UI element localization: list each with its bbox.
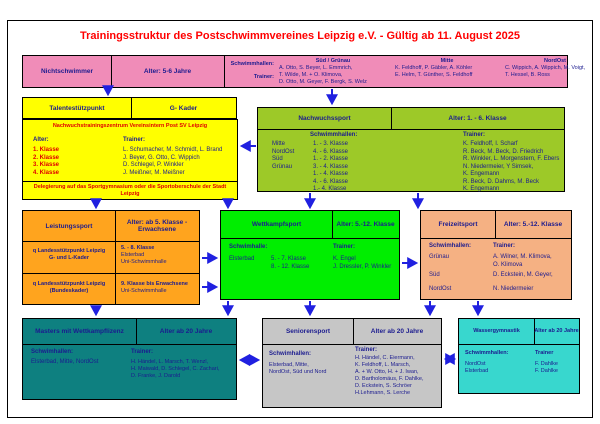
- trainer-line: A. Otto, S. Beyer, L. Emmrich,: [279, 65, 353, 71]
- klasse-label: 1. - 3. Klasse: [313, 141, 349, 147]
- stuetzpunkt-cell: [25, 281, 113, 295]
- halle-label: Grünau: [429, 254, 450, 260]
- divider: [421, 238, 571, 239]
- halle-label: NordOst: [272, 148, 295, 155]
- trainer-line: H. Händel, L. Marsch, T. Wenzl,: [131, 359, 209, 365]
- trainer-line: J. Meißner, M. Meißner: [123, 169, 185, 176]
- trainer-line: H. Maiwald, D. Schlegel, C. Zachari,: [131, 366, 220, 372]
- box-nachwuchstrainingszentrum: [22, 119, 238, 200]
- trainer-label: Trainer:: [493, 243, 516, 249]
- trainer-line: N. Niedermeier, Y Simsek,: [463, 163, 534, 170]
- stuetzpunkt-line: q Landesstützpunkt Leipzig: [32, 248, 106, 254]
- trainer-line: A. Wilner, M. Klimova,: [493, 254, 552, 260]
- halle-label: Süd: [429, 272, 440, 278]
- klasse-label: 3. - 4. Klasse: [313, 163, 349, 170]
- box-seniorensport: [262, 318, 442, 408]
- page-title: Trainingsstruktur des Postschwimmvereines Leipzig e.V. - Gültig ab 11. August 2025: [80, 30, 520, 42]
- box-title: Nachwuchssport: [298, 115, 351, 122]
- location-sued-gruenau: [279, 58, 387, 86]
- trainer-label: Trainer:: [253, 74, 274, 80]
- divider: [258, 129, 564, 130]
- halle-label: NordOst: [429, 286, 452, 292]
- halls-label: Schwimmhallen:: [310, 132, 358, 138]
- klasse-label: 1. - 2. Klasse: [313, 156, 349, 162]
- age-label: Alter:: [33, 137, 49, 143]
- divider: [221, 238, 399, 239]
- stuetzpunkt-detail: [121, 281, 199, 295]
- trainer-line: C. Wippich, A. Wippich, M. Voigt,: [505, 65, 586, 71]
- trainer-line: K. Feldhoff, L. Marsch,: [355, 362, 411, 368]
- trainer-column: [463, 141, 559, 194]
- trainer-line: K. Engemann: [463, 171, 500, 177]
- box-title: Wassergymnastik: [473, 328, 520, 334]
- klasse-column: [271, 256, 309, 271]
- box-title: Leistungssport: [45, 222, 93, 230]
- box-title: Freizeitsport: [438, 221, 478, 228]
- klasse-label: 2. Klasse: [33, 154, 60, 161]
- halls-label: Schwimmhallen:: [465, 350, 509, 356]
- box-title: Wettkampfsport: [251, 221, 302, 228]
- age-label: Alter: 5-6 Jahre: [143, 68, 192, 75]
- trainer-column: [333, 256, 391, 271]
- trainer-line: T. Hessel, B. Ross: [505, 72, 550, 78]
- box-talentstuetzpunkt: [22, 97, 237, 119]
- box-masters: [22, 318, 237, 400]
- trainer-label: Trainer: [535, 350, 554, 356]
- divider: [23, 344, 236, 345]
- halle-label: Süd: [272, 156, 283, 162]
- age-label: Alter ab 20 Jahre: [534, 328, 579, 334]
- halle-line: NordOst, Süd und Nord: [269, 369, 327, 375]
- trainer-label: Trainer:: [131, 349, 154, 355]
- halle-label: Elsterbad: [121, 252, 145, 258]
- trainer-line: D. Eckstein, S. Schröer: [355, 383, 412, 389]
- location-name: Süd / Grünau: [315, 58, 351, 64]
- trainer-column: [131, 359, 219, 380]
- klasse-label: 1. Klasse: [33, 147, 60, 153]
- trainer-line: N. Niedermeier: [493, 286, 534, 292]
- klasse-label: 3. Klasse: [33, 162, 60, 168]
- halle-label: Elsterbad, Mitte, NordOst: [31, 359, 99, 365]
- box-nachwuchssport: [257, 107, 565, 192]
- halle-line: Elsterbad, Mitte,: [269, 362, 309, 368]
- klasse-label: 5. - 7. Klasse: [271, 256, 307, 262]
- klasse-label: 8. - 12. Klasse: [271, 263, 310, 270]
- trainer-line: F. Dahlke: [535, 361, 558, 367]
- age-label: Alter: 5.-12. Klasse: [503, 221, 563, 228]
- box-freizeitsport: [420, 210, 572, 300]
- halle-label: Elsterbad: [229, 256, 255, 262]
- divider: [263, 344, 441, 345]
- stuetzpunkt-line: G- und L-Kader: [48, 255, 90, 261]
- klasse-label: 4. - 6. Klasse: [313, 148, 349, 155]
- trainer-line: E. Helm, T. Günther, S. Feldhoff: [395, 72, 473, 78]
- halls-label: Schwimhalle:: [229, 244, 268, 250]
- box-leistungssport: [22, 210, 200, 305]
- box-nichtschwimmer: [22, 55, 586, 88]
- box-wettkampfsport: [220, 210, 400, 300]
- box-title: Talentestützpunkt: [49, 104, 105, 112]
- location-name: NordOst: [544, 58, 566, 64]
- stuetzpunkt-cell: [25, 248, 113, 262]
- box-wassergymnastik: [458, 318, 580, 394]
- trainer-label: Trainer:: [355, 347, 378, 353]
- trainer-column: [123, 147, 222, 177]
- box-title: Masters mit Wettkampflizenz: [35, 328, 124, 335]
- halle-label: Grünau: [272, 163, 293, 170]
- klasse-label: 9. Klasse bis Erwachsene: [121, 281, 188, 287]
- trainer-line: D. Eckstein, M. Geyer,: [493, 272, 553, 278]
- halls-label: Schwimhallen:: [269, 351, 312, 357]
- box-title: Seniorensport: [285, 328, 331, 335]
- trainer-line: F. Dahlke: [535, 368, 558, 374]
- trainer-line: R. Winkler, L. Morgenstern, F. Ebers: [463, 156, 560, 162]
- trainer-line: D. Schlegel, P. Winkler: [123, 162, 184, 168]
- klasse-column: [33, 147, 59, 177]
- location-nordost: [505, 58, 600, 79]
- halle-label: NordOst: [465, 361, 486, 367]
- halle-label: Uni-Schwimmhalle: [121, 288, 167, 294]
- trainer-line: J. Beyer, G. Otto, C. Wippich: [123, 154, 200, 161]
- klasse-label: 4. - 6. Klasse: [313, 178, 349, 185]
- halls-label: Schwimhallen:: [31, 349, 74, 355]
- stuetzpunkt-line: (Bundeskader): [49, 288, 89, 294]
- trainer-label: Trainer:: [123, 137, 146, 143]
- trainer-line: A. + W. Otto, H. + J. Iwan,: [355, 369, 419, 375]
- trainer-label: Trainer:: [333, 244, 356, 250]
- trainer-line: H.Lehmann, S. Lerche: [355, 390, 411, 396]
- age-label: Alter: 1. - 6. Klasse: [448, 115, 507, 122]
- halle-column: [465, 361, 488, 375]
- kader-label: G- Kader: [169, 104, 198, 112]
- trainer-line: K. Engel: [333, 256, 356, 262]
- trainer-line: K. Feldhoff, P. Gäbler, A. Köhler: [395, 65, 473, 71]
- halls-label: Schwimhallen:: [429, 243, 472, 249]
- trainer-line: R. Beck, M. Beck, D. Friedrich: [463, 148, 544, 155]
- halls-label: Schwimmhallen:: [230, 61, 274, 67]
- trainer-line: D. Bartholomäus, F. Dahlke,: [355, 376, 424, 382]
- age-label: Alter ab 20 Jahre: [159, 328, 213, 335]
- trainer-label: Trainer:: [463, 132, 486, 138]
- trainer-column: [535, 361, 558, 375]
- age-label: Alter: ab 5. Klasse - Erwachsene: [126, 219, 188, 233]
- trainer-line: D. Franke, J. Darold: [131, 373, 181, 379]
- trainer-cell: [493, 254, 552, 269]
- trainer-line: J. Dressler, P. Winkler: [333, 263, 392, 270]
- trainer-line: L. Schumacher, M. Schmidt, L. Brand: [123, 147, 223, 153]
- trainer-line: R. Beck, D. Dahms, M. Beck: [463, 178, 540, 185]
- trainer-line: D. Otto, M. Geyer, F. Bergk, S. Welz: [279, 79, 367, 85]
- divider: [23, 273, 199, 274]
- divider: [23, 241, 199, 242]
- stuetzpunkt-detail: [121, 245, 199, 266]
- location-mitte: [395, 58, 499, 79]
- age-label: Alter: 5.-12. Klasse: [336, 221, 395, 228]
- klasse-label: 1. - 4. Klasse: [313, 171, 349, 177]
- trainer-line: H. Händel, C. Eiermann,: [355, 355, 415, 361]
- divider: [23, 181, 237, 182]
- delegation-note: Delegierung auf das Sportgymnasium oder die Sportoberschule der Stadt Leipzig: [33, 184, 227, 197]
- box-title: Nachwuchstrainingszentrum Vereinsintern Post SV Leipzig: [52, 123, 208, 129]
- box-title: Nichtschwimmer: [40, 68, 94, 75]
- halle-column: [269, 362, 326, 376]
- halle-label: Mitte: [272, 141, 286, 147]
- klasse-label: 5. - 8. Klasse: [121, 245, 155, 251]
- age-label: Alter ab 20 Jahre: [370, 328, 424, 335]
- halle-column: [272, 141, 294, 171]
- divider: [459, 344, 579, 345]
- trainer-line: O. Klimova: [493, 261, 523, 268]
- klasse-label: 1.- 4. Klasse: [313, 186, 347, 192]
- trainer-line: K. Engemann: [463, 186, 500, 192]
- trainer-line: K. Feldhoff, I. Scharf: [463, 141, 518, 147]
- trainer-line: T. Wilde, M. + O. Klimova,: [279, 72, 343, 78]
- klasse-label: 4. Klasse: [33, 169, 60, 176]
- divider: [224, 56, 225, 87]
- halle-label: Uni-Schwimmhalle: [121, 259, 167, 265]
- stuetzpunkt-line: q Landesstützpunkt Leipzig: [32, 281, 106, 287]
- halle-label: Elsterbad: [465, 368, 489, 374]
- klasse-column: [313, 141, 348, 194]
- location-name: Mitte: [440, 58, 454, 64]
- trainer-column: [355, 355, 423, 397]
